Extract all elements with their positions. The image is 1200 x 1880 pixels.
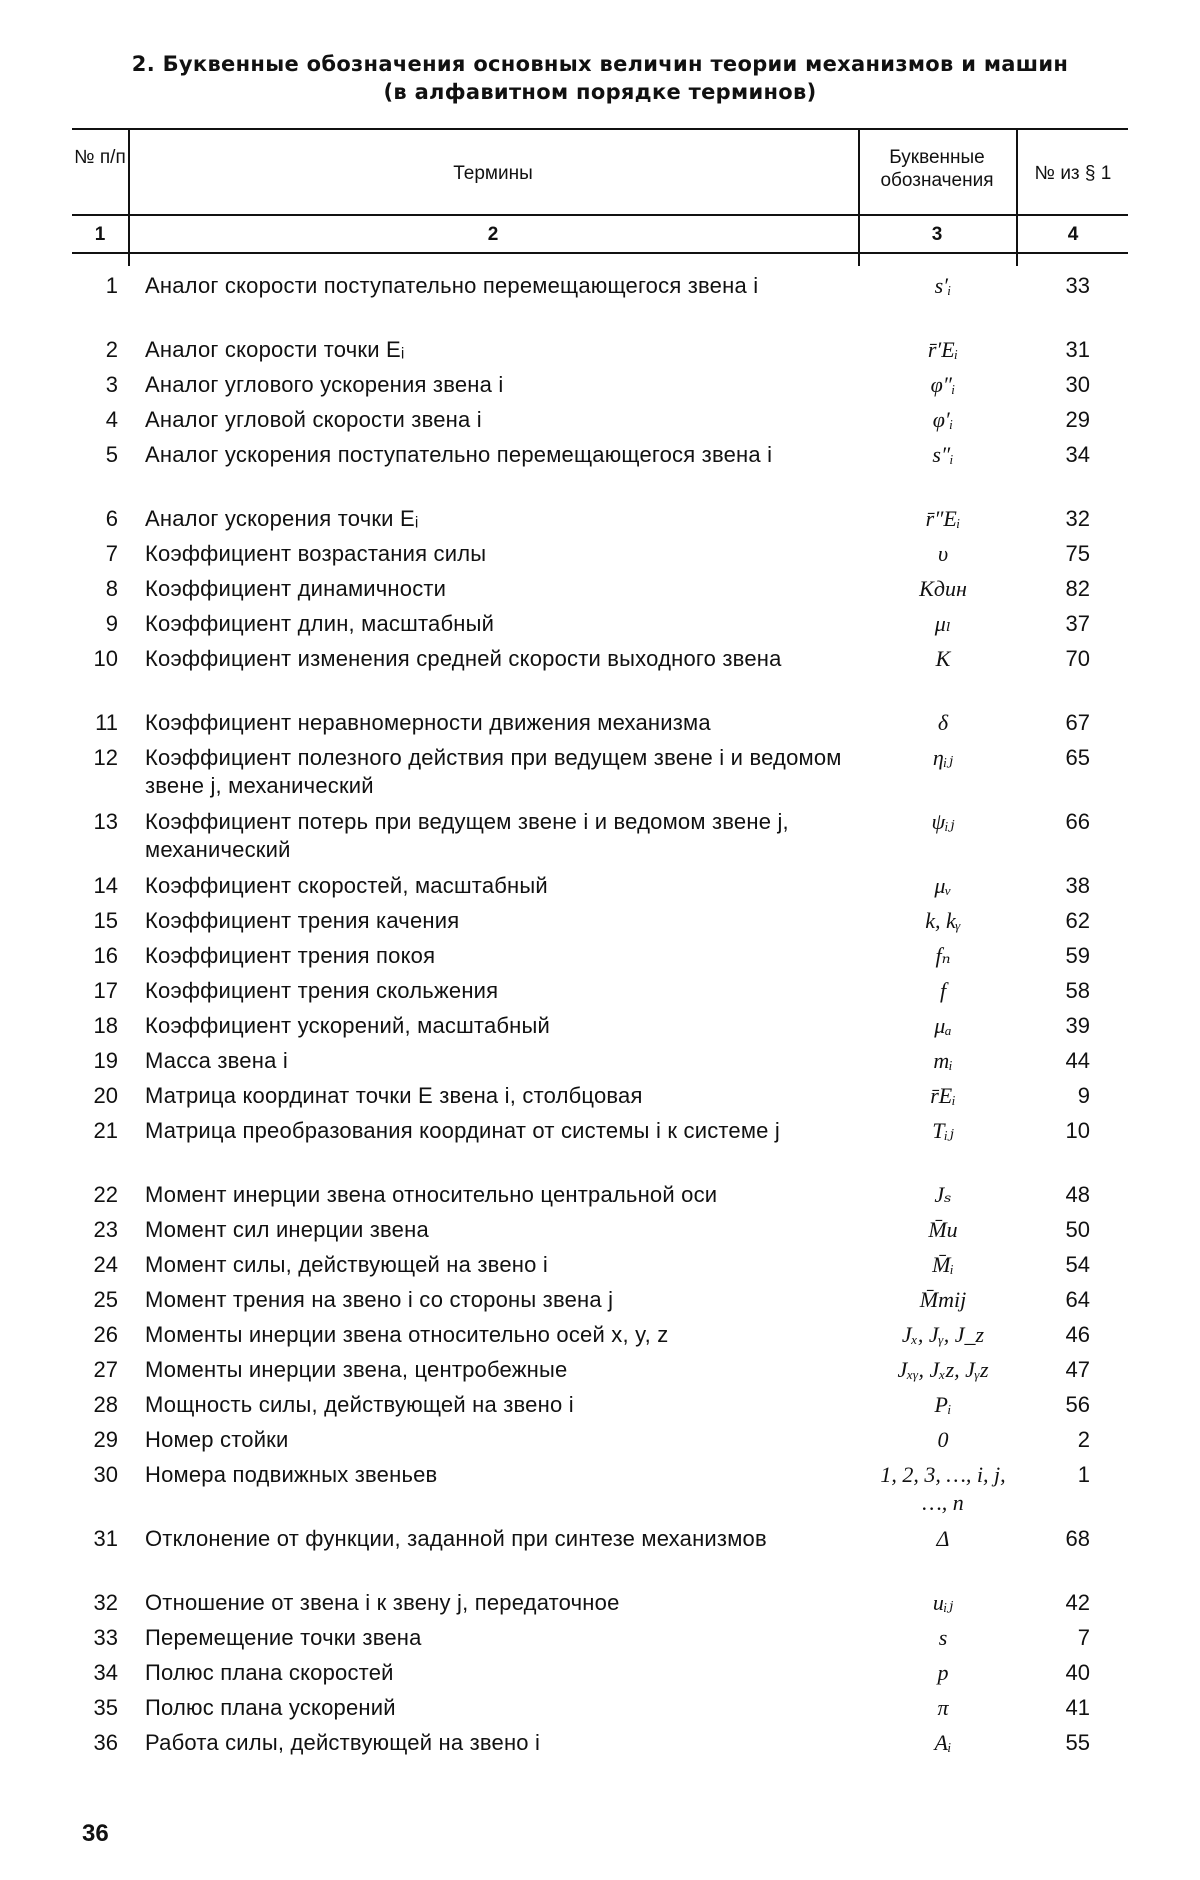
term-cell: Аналог ускорения поступательно перемещающегося звена i <box>145 442 773 467</box>
section-ref-cell: 70 <box>1065 646 1090 671</box>
term-cell: Момент силы, действующей на звено i <box>145 1252 548 1277</box>
row-number: 27 <box>93 1357 118 1382</box>
table-row <box>0 272 1200 336</box>
column-number-3: 3 <box>931 224 943 245</box>
term-cell: Отношение от звена i к звену j, передаточное <box>145 1590 620 1615</box>
section-ref-cell: 32 <box>1065 506 1090 531</box>
symbol-cell: Tᵢⱼ <box>932 1118 954 1143</box>
row-number: 25 <box>93 1287 118 1312</box>
section-ref-cell: 2 <box>1077 1427 1090 1452</box>
row-number: 3 <box>105 372 118 397</box>
table-row <box>0 1356 1200 1391</box>
term-cell: Коэффициент трения качения <box>145 908 460 933</box>
term-cell: Коэффициент трения покоя <box>145 943 436 968</box>
symbol-cell: δ <box>937 710 949 735</box>
table-row <box>0 371 1200 406</box>
table-row <box>0 977 1200 1012</box>
term-cell: Коэффициент возрастания силы <box>145 541 487 566</box>
row-number: 2 <box>105 337 118 362</box>
section-ref-cell: 58 <box>1065 978 1090 1003</box>
table-subtitle: (в алфавитном порядке терминов) <box>383 80 817 104</box>
row-number: 32 <box>93 1590 118 1615</box>
symbol-cell: M̄и <box>928 1217 958 1242</box>
symbol-cell: ηᵢⱼ <box>932 745 954 770</box>
row-number: 11 <box>95 710 118 735</box>
table-row <box>0 1286 1200 1321</box>
row-number: 12 <box>93 745 118 770</box>
row-number: 23 <box>93 1217 118 1242</box>
header-row-number: № п/п <box>74 147 126 168</box>
row-number: 9 <box>105 611 118 636</box>
section-ref-cell: 64 <box>1065 1287 1090 1312</box>
section-ref-cell: 66 <box>1065 809 1090 834</box>
table-row <box>0 1216 1200 1251</box>
symbol-cell: μᵥ <box>934 873 952 898</box>
table-row <box>0 1589 1200 1624</box>
row-number: 34 <box>93 1660 118 1685</box>
symbol-cell: M̄тij <box>919 1287 967 1312</box>
term-cell: Матрица преобразования координат от системы i к системе j <box>145 1118 781 1143</box>
section-ref-cell: 1 <box>1077 1462 1090 1487</box>
row-number: 1 <box>105 273 118 298</box>
term-cell: Коэффициент трения скольжения <box>145 978 499 1003</box>
section-ref-cell: 67 <box>1065 710 1090 735</box>
term-cell: Полюс плана ускорений <box>145 1695 396 1720</box>
symbol-cell: Δ <box>936 1526 950 1551</box>
table-row <box>0 1659 1200 1694</box>
table-row <box>0 336 1200 371</box>
table-row <box>0 1729 1200 1764</box>
term-cell: Аналог ускорения точки Eᵢ <box>145 506 419 531</box>
section-ref-cell: 82 <box>1065 576 1090 601</box>
table-row <box>0 505 1200 540</box>
row-number: 30 <box>93 1462 118 1487</box>
row-number: 5 <box>105 442 118 467</box>
page-number: 36 <box>82 1820 109 1847</box>
table-row <box>0 441 1200 505</box>
row-number: 28 <box>93 1392 118 1417</box>
row-number: 31 <box>93 1526 118 1551</box>
table-row <box>0 808 1200 872</box>
term-cell: Моменты инерции звена относительно осей x, y, z <box>145 1322 669 1347</box>
section-ref-cell: 75 <box>1065 541 1090 566</box>
symbol-cell: p <box>937 1660 949 1685</box>
table-row <box>0 575 1200 610</box>
row-number: 20 <box>93 1083 118 1108</box>
section-ref-cell: 47 <box>1065 1357 1090 1382</box>
section-ref-cell: 44 <box>1065 1048 1090 1073</box>
row-number: 29 <box>93 1427 118 1452</box>
section-ref-cell: 55 <box>1065 1730 1090 1755</box>
table-top-rule <box>72 128 1128 130</box>
term-cell: Коэффициент длин, масштабный <box>145 611 495 636</box>
symbol-cell: Jₓᵧ, Jₓz, Jᵧz <box>897 1357 989 1382</box>
row-number: 36 <box>93 1730 118 1755</box>
section-ref-cell: 65 <box>1065 745 1090 770</box>
section-ref-cell: 68 <box>1065 1526 1090 1551</box>
section-ref-cell: 48 <box>1065 1182 1090 1207</box>
term-cell: Коэффициент полезного действия при ведущем звене i и ведомом звене j, механический <box>145 745 842 798</box>
table-row <box>0 709 1200 744</box>
symbol-cell: K <box>935 646 951 671</box>
row-number: 14 <box>93 873 118 898</box>
table-row <box>0 1117 1200 1181</box>
symbol-cell: φ′ᵢ <box>932 407 954 432</box>
term-cell: Матрица координат точки E звена i, столбцовая <box>145 1083 643 1108</box>
symbol-cell: ψᵢⱼ <box>931 809 955 834</box>
table-row <box>0 645 1200 709</box>
symbol-cell: μₗ <box>934 611 952 636</box>
section-ref-cell: 33 <box>1065 273 1090 298</box>
table-row <box>0 1694 1200 1729</box>
term-cell: Момент сил инерции звена <box>145 1217 429 1242</box>
table-row <box>0 1624 1200 1659</box>
symbol-cell: Jₛ <box>934 1182 952 1207</box>
symbol-cell: M̄ᵢ <box>932 1252 954 1277</box>
section-ref-cell: 9 <box>1077 1083 1090 1108</box>
table-row <box>0 744 1200 808</box>
section-ref-cell: 30 <box>1065 372 1090 397</box>
term-cell: Аналог угловой скорости звена i <box>145 407 482 432</box>
term-cell: Момент инерции звена относительно центральной оси <box>145 1182 718 1207</box>
table-title: 2. Буквенные обозначения основных величин теории механизмов и машин <box>131 52 1069 76</box>
symbol-cell: r̄Eᵢ <box>930 1083 956 1108</box>
section-ref-cell: 34 <box>1065 442 1090 467</box>
section-ref-cell: 41 <box>1065 1695 1090 1720</box>
term-cell: Момент трения на звено i со стороны звена j <box>145 1287 614 1312</box>
term-cell: Номер стойки <box>145 1427 289 1452</box>
symbol-cell: Jₓ, Jᵧ, J_z <box>901 1322 985 1347</box>
row-number: 13 <box>93 809 118 834</box>
symbol-cell: k, kᵧ <box>925 908 961 933</box>
row-number: 6 <box>105 506 118 531</box>
row-number: 33 <box>93 1625 118 1650</box>
symbol-cell: s′ᵢ <box>934 273 952 298</box>
table-row <box>0 1321 1200 1356</box>
section-ref-cell: 37 <box>1065 611 1090 636</box>
table-row <box>0 942 1200 977</box>
symbol-cell: υ <box>937 541 949 566</box>
column-number-rule <box>72 252 1128 254</box>
term-cell: Работа силы, действующей на звено i <box>145 1730 541 1755</box>
section-ref-cell: 59 <box>1065 943 1090 968</box>
symbol-cell: r̄′Eᵢ <box>927 337 959 362</box>
column-number-2: 2 <box>487 224 499 245</box>
row-number: 15 <box>93 908 118 933</box>
row-number: 18 <box>93 1013 118 1038</box>
term-cell: Коэффициент неравномерности движения механизма <box>145 710 711 735</box>
section-ref-cell: 42 <box>1065 1590 1090 1615</box>
row-number: 24 <box>93 1252 118 1277</box>
table-row <box>0 540 1200 575</box>
symbol-cell: s″ᵢ <box>932 442 954 467</box>
symbol-cell: 1, 2, 3, …, i, j, …, n <box>880 1462 1006 1515</box>
section-ref-cell: 54 <box>1065 1252 1090 1277</box>
section-ref-cell: 40 <box>1065 1660 1090 1685</box>
symbol-cell: Aᵢ <box>934 1730 952 1755</box>
section-ref-cell: 39 <box>1065 1013 1090 1038</box>
section-ref-cell: 50 <box>1065 1217 1090 1242</box>
term-cell: Масса звена i <box>145 1048 288 1073</box>
term-cell: Коэффициент потерь при ведущем звене i и ведомом звене j, механический <box>145 809 789 862</box>
term-cell: Полюс плана скоростей <box>145 1660 394 1685</box>
row-number: 4 <box>105 407 118 432</box>
term-cell: Моменты инерции звена, центробежные <box>145 1357 568 1382</box>
term-cell: Перемещение точки звена <box>145 1625 422 1650</box>
row-number: 22 <box>93 1182 118 1207</box>
section-ref-cell: 7 <box>1077 1625 1090 1650</box>
term-cell: Аналог углового ускорения звена i <box>145 372 504 397</box>
section-ref-cell: 62 <box>1065 908 1090 933</box>
table-row <box>0 1082 1200 1117</box>
row-number: 21 <box>93 1118 118 1143</box>
term-cell: Коэффициент ускорений, масштабный <box>145 1013 551 1038</box>
row-number: 19 <box>93 1048 118 1073</box>
term-cell: Мощность силы, действующей на звено i <box>145 1392 574 1417</box>
section-ref-cell: 56 <box>1065 1392 1090 1417</box>
symbol-cell: mᵢ <box>933 1048 953 1073</box>
column-number-1: 1 <box>94 224 106 245</box>
symbol-cell: fₙ <box>935 943 951 968</box>
column-number-4: 4 <box>1067 224 1079 245</box>
table-row <box>0 1047 1200 1082</box>
table-row <box>0 1525 1200 1589</box>
symbol-cell: uᵢⱼ <box>932 1590 954 1615</box>
row-number: 17 <box>93 978 118 1003</box>
term-cell: Аналог скорости поступательно перемещающегося звена i <box>145 273 759 298</box>
table-row <box>0 1012 1200 1047</box>
term-cell: Коэффициент скоростей, масштабный <box>145 873 548 898</box>
symbol-cell: π <box>937 1695 949 1720</box>
table-row <box>0 610 1200 645</box>
row-number: 8 <box>105 576 118 601</box>
symbol-cell: φ″ᵢ <box>930 372 956 397</box>
term-cell: Коэффициент изменения средней скорости выходного звена <box>145 646 782 671</box>
section-ref-cell: 10 <box>1065 1118 1090 1143</box>
table-body <box>0 272 1200 1764</box>
table-row <box>0 907 1200 942</box>
table-row <box>0 1181 1200 1216</box>
table-row <box>0 1461 1200 1525</box>
term-cell: Коэффициент динамичности <box>145 576 447 601</box>
section-ref-cell: 29 <box>1065 407 1090 432</box>
term-cell: Отклонение от функции, заданной при синтезе механизмов <box>145 1526 767 1551</box>
symbol-cell: s <box>938 1625 948 1650</box>
row-number: 35 <box>93 1695 118 1720</box>
table-row <box>0 1391 1200 1426</box>
header-rule <box>72 214 1128 216</box>
term-cell: Номера подвижных звеньев <box>145 1462 438 1487</box>
row-number: 10 <box>93 646 118 671</box>
section-ref-cell: 38 <box>1065 873 1090 898</box>
symbol-cell: 0 <box>937 1427 949 1452</box>
table-row <box>0 406 1200 441</box>
table-row <box>0 1426 1200 1461</box>
table-row <box>0 1251 1200 1286</box>
section-ref-cell: 46 <box>1065 1322 1090 1347</box>
symbol-cell: μₐ <box>934 1013 952 1038</box>
symbol-cell: Pᵢ <box>934 1392 952 1417</box>
table-row <box>0 872 1200 907</box>
section-ref-cell: 31 <box>1065 337 1090 362</box>
row-number: 7 <box>105 541 118 566</box>
symbol-cell: Kдин <box>919 576 967 601</box>
row-number: 16 <box>93 943 118 968</box>
header-section-ref: № из § 1 <box>1034 163 1112 184</box>
header-symbols: Буквенные обозначения <box>880 147 994 191</box>
symbol-cell: f <box>939 978 947 1003</box>
symbol-cell: r̄″Eᵢ <box>925 506 961 531</box>
row-number: 26 <box>93 1322 118 1347</box>
header-terms: Термины <box>453 163 533 184</box>
term-cell: Аналог скорости точки Eᵢ <box>145 337 405 362</box>
